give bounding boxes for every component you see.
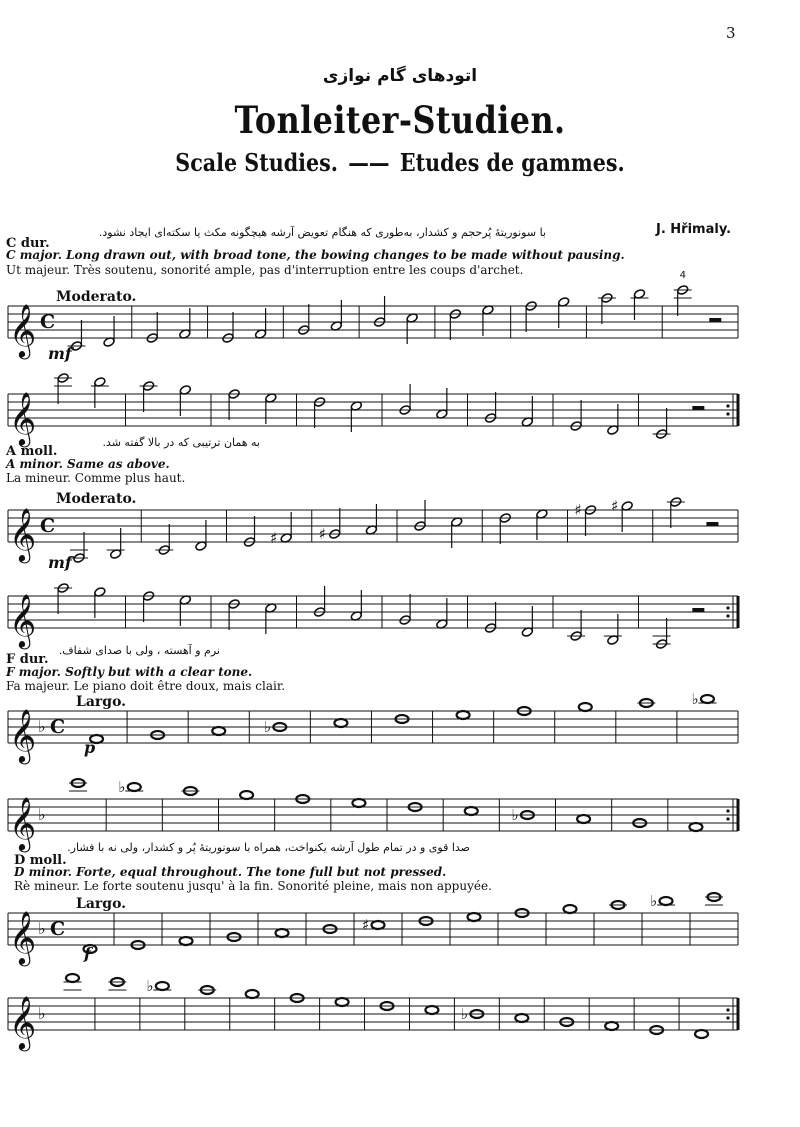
treble-clef-icon: 𝄞 (9, 708, 37, 762)
repeat-dot (726, 817, 729, 820)
section-a-minor-persian: به همان ترتیبی که در بالا گفته شد. (102, 436, 260, 449)
section-d-minor-french: Rè mineur. Le forte soutenu jusqu' à la fin. Sonorité pleine, mais non appuyée. (14, 879, 492, 893)
treble-clef-icon: 𝄞 (9, 507, 37, 561)
section-f-major-tempo: Largo. (76, 694, 127, 710)
whole-note (695, 1030, 708, 1038)
repeat-dot (726, 606, 729, 609)
section-c-major-tempo: Moderato. (56, 289, 137, 305)
staff (0, 690, 800, 765)
section-c-major-persian: با سونوریتهٔ پُرحجم و کشدار، به‌طوری که هنگام تعویض آرشه هیچگونه مکث یا سکته‌ای ایجاد نشود. (98, 226, 546, 239)
section-d-minor-persian: صدا قوی و در تمام طول آرشه یکنواخت، همراه با سونوریتهٔ پُر و کشدار، ولی نه با فشار. (67, 841, 470, 854)
whole-note (334, 719, 347, 727)
whole-note (579, 703, 592, 711)
staff (0, 977, 800, 1052)
whole-note (564, 905, 577, 913)
section-a-minor-dynamic: mf (48, 553, 72, 572)
repeat-dot (726, 404, 729, 407)
time-signature: C (40, 311, 56, 333)
staff (0, 494, 800, 564)
section-f-major-persian: نرم و آهسته ، ولی با صدای شفاف. (58, 644, 220, 657)
sharp-icon: ♯ (362, 916, 370, 934)
whole-note (84, 945, 97, 953)
treble-clef-icon: 𝄞 (9, 995, 37, 1049)
whole-note (156, 982, 169, 990)
flat-icon: ♭ (511, 806, 519, 824)
sharp-icon: ♯ (611, 497, 619, 515)
whole-note (128, 783, 141, 791)
half-rest (692, 406, 704, 410)
whole-note (212, 727, 225, 735)
repeat-dot (726, 1016, 729, 1019)
subtitle-french: Etudes de gammes. (399, 148, 625, 177)
section-f-major-key: F dur. (6, 652, 49, 667)
section-a-minor-english: A minor. Same as above. (6, 457, 170, 471)
flat-icon: ♭ (691, 690, 699, 708)
whole-note (240, 791, 253, 799)
page-number: 3 (726, 24, 736, 42)
treble-clef-icon: 𝄞 (9, 593, 37, 647)
whole-note (90, 735, 103, 743)
section-f-major-english: F major. Softly but with a clear tone. (6, 665, 253, 679)
section-a-minor-french: La mineur. Comme plus haut. (6, 471, 186, 485)
key-signature-flat-icon: ♭ (38, 919, 46, 938)
whole-note (66, 974, 79, 982)
half-rest (692, 608, 704, 612)
section-d-minor-english: D minor. Forte, equal throughout. The tone full but not pressed. (14, 865, 447, 879)
whole-note (577, 815, 590, 823)
whole-note (660, 897, 673, 905)
flat-icon: ♭ (460, 1005, 468, 1023)
key-signature-flat-icon: ♭ (38, 717, 46, 736)
sharp-icon: ♯ (318, 525, 327, 543)
whole-note (457, 711, 470, 719)
whole-note (372, 921, 385, 929)
repeat-dot (726, 614, 729, 617)
flat-icon: ♭ (263, 718, 271, 736)
flat-icon: ♭ (146, 977, 154, 995)
repeat-dot (726, 809, 729, 812)
time-signature: C (40, 515, 56, 537)
whole-note (468, 913, 481, 921)
whole-note (246, 990, 259, 998)
composer: J. Hřimaly. (656, 222, 732, 237)
staff (0, 892, 800, 967)
whole-note (336, 998, 349, 1006)
whole-note (515, 1014, 528, 1022)
key-signature-flat-icon: ♭ (38, 1004, 46, 1023)
section-a-minor-tempo: Moderato. (56, 491, 137, 507)
sharp-icon: ♯ (270, 529, 278, 547)
fingering-number: 4 (679, 270, 687, 281)
whole-note (465, 807, 478, 815)
repeat-dot (726, 1008, 729, 1011)
section-d-minor-dynamic: f (84, 944, 91, 963)
staff (0, 580, 800, 650)
time-signature: C (50, 716, 66, 738)
key-signature-flat-icon: ♭ (38, 805, 46, 824)
sharp-icon: ♯ (574, 501, 582, 519)
persian-title: اتودهای گام نوازی (322, 66, 478, 86)
treble-clef-icon: 𝄞 (9, 303, 37, 357)
flat-icon: ♭ (650, 892, 658, 910)
section-c-major-key: C dur. (6, 236, 50, 251)
whole-note (689, 823, 702, 831)
half-rest (706, 522, 718, 526)
section-c-major-french: Ut majeur. Très soutenu, sonorité ample, pas d'interruption entre les coups d'archet. (6, 263, 524, 277)
section-c-major-dynamic: mf (48, 344, 72, 363)
flat-icon: ♭ (118, 778, 126, 796)
whole-note (180, 937, 193, 945)
section-f-major-french: Fa majeur. Le piano doit être doux, mais clair. (6, 679, 286, 693)
treble-clef-icon: 𝄞 (9, 796, 37, 850)
section-f-major-dynamic: p (84, 738, 96, 757)
subtitle-english: Scale Studies. (175, 148, 338, 177)
whole-note (701, 695, 714, 703)
page-title: Tonleiter-Studien. (234, 98, 566, 142)
section-c-major-english: C major. Long drawn out, with broad tone, the bowing changes to be made without pausing. (6, 248, 625, 262)
whole-note (425, 1006, 438, 1014)
whole-note (605, 1022, 618, 1030)
time-signature: C (50, 918, 66, 940)
section-a-minor-key: A moll. (6, 444, 58, 459)
treble-clef-icon: 𝄞 (9, 391, 37, 445)
treble-clef-icon: 𝄞 (9, 910, 37, 964)
section-d-minor-tempo: Largo. (76, 896, 127, 912)
subtitle-dash: —— (348, 148, 390, 177)
section-d-minor-key: D moll. (14, 853, 67, 868)
subtitle (56, 148, 744, 177)
half-rest (709, 318, 721, 322)
repeat-dot (726, 412, 729, 415)
whole-note (276, 929, 289, 937)
whole-note (352, 799, 365, 807)
